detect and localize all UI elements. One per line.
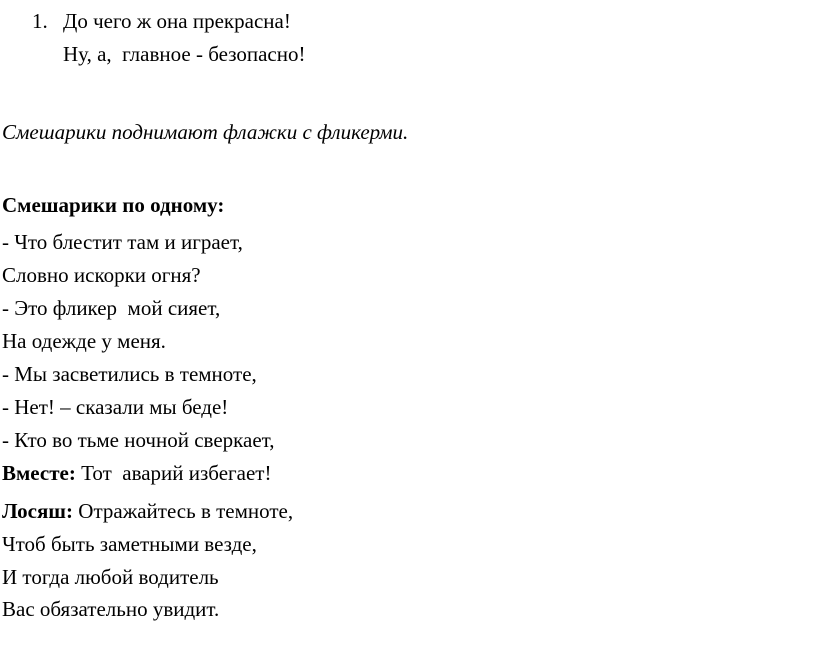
together-line [2, 461, 271, 485]
verse-line: Словно искорки огня? [2, 263, 201, 287]
losyash-text: Отражайтесь в темноте, [73, 499, 294, 523]
verse-line: Чтоб быть заметными везде, [2, 532, 257, 556]
list-number: 1. [32, 9, 48, 33]
stage-direction: Смешарики поднимают флажки с фликерми. [2, 120, 409, 144]
together-text: Тот аварий избегает! [75, 461, 272, 485]
verse-line: Вас обязательно увидит. [2, 597, 220, 621]
list-item-line-1: До чего ж она прекрасна! [63, 9, 291, 33]
verse-line: На одежде у меня. [2, 329, 166, 353]
verse-line: - Это фликер мой сияет, [2, 296, 221, 320]
verse-line: - Мы засветились в темноте, [2, 362, 257, 386]
losyash-line [2, 499, 293, 523]
verse-line: - Нет! – сказали мы беде! [2, 395, 229, 419]
verse-line: И тогда любой водитель [2, 565, 219, 589]
verse-line: - Что блестит там и играет, [2, 230, 243, 254]
section-heading: Смешарики по одному: [2, 193, 225, 217]
verse-line: - Кто во тьме ночной сверкает, [2, 428, 275, 452]
list-item-line-2: Ну, а, главное - безопасно! [63, 42, 306, 66]
together-speaker: Вместе: [2, 461, 76, 485]
losyash-speaker: Лосяш: [2, 499, 74, 523]
